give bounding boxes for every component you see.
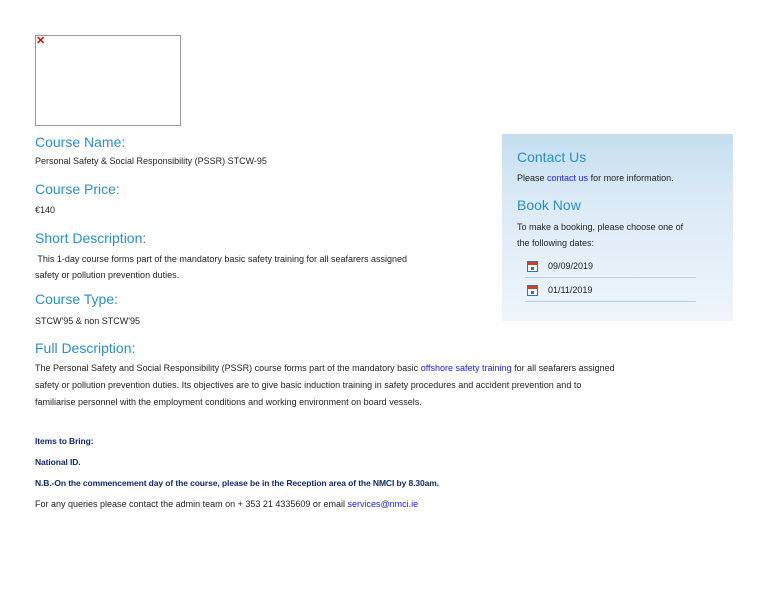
book-now-line-2: the following dates: <box>517 238 595 248</box>
course-type-heading: Course Type: <box>35 291 119 307</box>
course-type: STCW'95 & non STCW'95 <box>35 316 140 326</box>
contact-text-post: for more information. <box>588 173 674 183</box>
nb-notice: N.B.-On the commencement day of the course, please be in the Reception area of the NMCI by 8.30am. <box>35 478 439 488</box>
date-link[interactable]: 09/09/2019 <box>548 261 594 271</box>
booking-sidebar <box>502 134 733 321</box>
short-description-heading: Short Description: <box>35 230 147 246</box>
items-to-bring-heading: Items to Bring: <box>35 436 94 446</box>
course-image <box>35 35 181 126</box>
course-price: €140 <box>35 205 56 215</box>
queries-text: For any queries please contact the admin team on + 353 21 4335609 or email <box>35 499 348 509</box>
date-option[interactable] <box>525 255 696 278</box>
broken-image-icon: ✕ <box>36 35 46 47</box>
full-description-line-2: safety or pollution prevention duties. Its objectives are to give basic induction training in safety procedures and accident prevention and to <box>35 380 582 390</box>
book-now-heading: Book Now <box>517 197 581 213</box>
course-price-heading: Course Price: <box>35 181 120 197</box>
calendar-icon <box>527 261 538 272</box>
full-description-line-1 <box>35 360 615 376</box>
contact-text-pre: Please <box>517 173 548 183</box>
book-now-line-1: To make a booking, please choose one of <box>517 222 684 232</box>
calendar-icon <box>527 285 538 296</box>
full-description-text: The Personal Safety and Social Responsibility (PSSR) course forms part of the mandatory basic <box>35 363 421 373</box>
full-description-heading: Full Description: <box>35 340 136 356</box>
items-to-bring: National ID. <box>35 457 81 467</box>
services-email-link[interactable]: services@nmci.ie <box>347 499 419 509</box>
full-description-text-end: for all seafarers assigned <box>511 363 615 373</box>
short-description-line-2: safety or pollution prevention duties. <box>35 270 180 280</box>
contact-us-text <box>517 170 722 186</box>
course-name-heading: Course Name: <box>35 134 126 150</box>
contact-us-heading: Contact Us <box>517 149 587 165</box>
queries-line <box>35 496 418 512</box>
date-link[interactable]: 01/11/2019 <box>548 285 593 295</box>
offshore-safety-training-link[interactable]: offshore safety training <box>420 363 512 373</box>
course-name: Personal Safety & Social Responsibility (PSSR) STCW-95 <box>35 156 267 166</box>
full-description-line-3: familiarise personnel with the employment conditions and working environment on board vessels. <box>35 397 422 407</box>
date-option[interactable] <box>525 279 696 302</box>
contact-us-link[interactable]: contact us <box>547 173 589 183</box>
short-description-line-1: This 1-day course forms part of the mandatory basic safety training for all seafarers assigned <box>35 254 408 264</box>
